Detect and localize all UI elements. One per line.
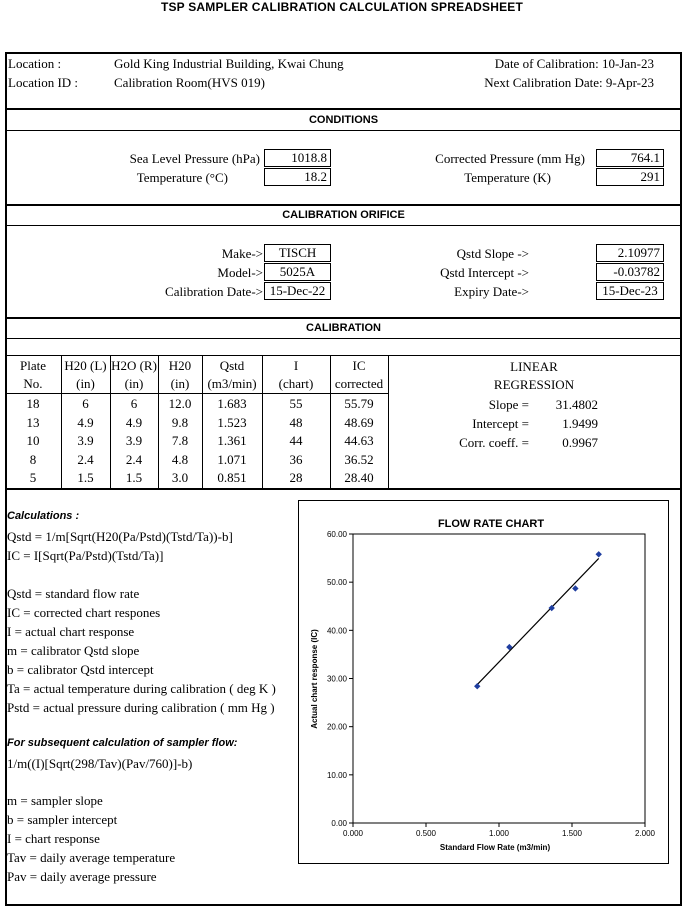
x-tick-label: 1.500 <box>561 829 583 838</box>
calibration-date-value: 15-Dec-22 <box>264 282 331 300</box>
table-cell: 28 <box>289 470 303 485</box>
table-cell: 3.9 <box>125 433 143 448</box>
calculation-line: Ta = actual temperature during calibration ( deg K ) <box>7 681 276 696</box>
qstd-slope-value: 2.10977 <box>596 244 664 262</box>
x-tick-label: 0.500 <box>415 829 437 838</box>
y-tick-label: 0.00 <box>331 819 347 828</box>
table-cell: 6 <box>82 396 89 411</box>
data-point <box>572 585 578 591</box>
temp-c-value: 18.2 <box>264 168 331 186</box>
subsequent-heading: For subsequent calculation of sampler flow: <box>7 737 238 749</box>
divider <box>5 130 682 131</box>
definition-line: I = chart response <box>7 831 100 846</box>
qstd-slope-label: Qstd Slope -> <box>456 246 529 261</box>
definition-line: m = sampler slope <box>7 793 103 808</box>
temp-k-value: 291 <box>596 168 664 186</box>
sampler-flow-formula: 1/m((I)[Sqrt(298/Tav)(Pav/760)]-b) <box>7 756 193 771</box>
expiry-date-label: Expiry Date-> <box>454 284 529 299</box>
calculations-heading: Calculations : <box>7 510 80 522</box>
y-tick-label: 20.00 <box>326 722 347 732</box>
table-cell: 48 <box>289 414 303 430</box>
model-label: Model-> <box>217 265 263 280</box>
x-axis-label: Standard Flow Rate (m3/min) <box>439 843 551 852</box>
x-tick-label: 1.000 <box>488 829 510 838</box>
table-cell: 28.40 <box>344 470 374 485</box>
divider <box>5 488 682 490</box>
column-header: Qstd <box>219 358 245 373</box>
calculation-line: b = calibrator Qstd intercept <box>7 662 154 677</box>
correlation-value: 0.9967 <box>562 435 598 450</box>
table-cell: 8 <box>29 451 37 467</box>
y-tick-label: 50.00 <box>326 578 347 588</box>
table-cell: 7.8 <box>171 433 189 448</box>
table-cell: 4.8 <box>171 451 189 467</box>
temp-k-label: Temperature (K) <box>464 170 551 185</box>
x-tick-label: 0.000 <box>342 829 364 838</box>
expiry-date-value: 15-Dec-23 <box>596 282 664 300</box>
table-cell: 55.79 <box>344 396 374 411</box>
table-cell: 1.5 <box>77 470 94 485</box>
calculation-line: IC = I[Sqrt(Pa/Pstd)(Tstd/Ta)] <box>7 548 164 563</box>
column-header: (chart) <box>278 376 314 391</box>
y-axis-label: Actual chart response (IC) <box>310 629 319 729</box>
column-header: H20 <box>168 358 192 373</box>
chart-title: FLOW RATE CHART <box>437 518 545 530</box>
calculation-line: Qstd = 1/m[Sqrt(H20(Pa/Pstd)(Tstd/Ta))-b] <box>7 529 233 544</box>
orifice-heading: CALIBRATION ORIFICE <box>282 209 405 221</box>
table-cell: 1.683 <box>217 396 247 411</box>
intercept-value: 1.9499 <box>562 416 598 431</box>
data-point <box>474 683 480 689</box>
location-label: Location : <box>8 56 62 71</box>
table-cell: 5 <box>29 470 37 485</box>
column-header: corrected <box>334 376 384 391</box>
qstd-intercept-label: Qstd Intercept -> <box>440 265 529 280</box>
definition-line: Pav = daily average pressure <box>7 869 157 884</box>
qstd-intercept-value: -0.03782 <box>596 263 664 281</box>
calculation-line: m = calibrator Qstd slope <box>7 643 140 658</box>
y-tick-label: 10.00 <box>326 770 347 780</box>
trend-line <box>477 558 598 684</box>
x-tick-label: 2.000 <box>634 829 656 838</box>
column-header: No. <box>23 376 43 391</box>
column-header: (in) <box>124 376 144 391</box>
column-header: IC <box>352 358 366 373</box>
column-header: Plate <box>20 358 46 373</box>
table-cell: 2.4 <box>77 451 94 467</box>
table-cell: 18 <box>26 396 40 411</box>
table-cell: 12.0 <box>168 396 192 411</box>
table-cell: 10 <box>26 433 40 448</box>
divider <box>5 338 682 339</box>
table-cell: 1.361 <box>217 433 247 448</box>
model-value: 5025A <box>264 263 331 281</box>
divider <box>5 317 682 319</box>
calculation-line: I = actual chart response <box>7 624 135 639</box>
divider <box>5 108 682 110</box>
make-value: TISCH <box>264 244 331 262</box>
table-cell: 1.5 <box>125 470 143 485</box>
calibration-heading: CALIBRATION <box>306 322 381 334</box>
definition-line: Tav = daily average temperature <box>7 850 176 865</box>
calibration-date: Date of Calibration: 10-Jan-23 <box>494 56 654 71</box>
table-cell: 36 <box>289 451 303 467</box>
y-tick-label: 60.00 <box>326 530 347 539</box>
slope-label: Slope = <box>488 397 529 412</box>
column-header: (in) <box>170 376 190 391</box>
regression-heading-2: REGRESSION <box>493 377 575 392</box>
sea-level-label: Sea Level Pressure (hPa) <box>129 151 260 166</box>
column-header: H20 (L) <box>64 358 107 373</box>
correlation-label: Corr. coeff. = <box>459 435 529 450</box>
table-cell: 1.523 <box>217 414 247 430</box>
y-tick-label: 40.00 <box>326 626 347 636</box>
page-title: TSP SAMPLER CALIBRATION CALCULATION SPREADSHEET <box>160 0 524 14</box>
calculation-line: Qstd = standard flow rate <box>7 586 140 601</box>
location-id-value: Calibration Room(HVS 019) <box>114 75 265 90</box>
corrected-pressure-value: 764.1 <box>596 149 664 167</box>
calculation-line: IC = corrected chart respones <box>7 605 161 620</box>
next-calibration-date: Next Calibration Date: 9-Apr-23 <box>484 75 654 90</box>
divider <box>5 225 682 226</box>
column-header: H2O (R) <box>111 358 157 373</box>
calculation-line: Pstd = actual pressure during calibration ( mm Hg ) <box>7 700 275 715</box>
table-cell: 36.52 <box>344 451 374 467</box>
table-cell: 4.9 <box>125 414 143 430</box>
calibration-date-label: Calibration Date-> <box>165 284 263 299</box>
column-header: (in) <box>76 376 95 391</box>
location-id-label: Location ID : <box>8 75 79 90</box>
chart-svg <box>299 501 668 863</box>
intercept-label: Intercept = <box>472 416 529 431</box>
flow-rate-chart <box>298 500 669 864</box>
corrected-pressure-label: Corrected Pressure (mm Hg) <box>435 151 585 166</box>
table-cell: 2.4 <box>125 451 143 467</box>
regression-heading-1: LINEAR <box>510 359 558 374</box>
sea-level-value: 1018.8 <box>264 149 331 167</box>
table-cell: 3.9 <box>77 433 94 448</box>
table-cell: 3.0 <box>171 470 189 485</box>
divider <box>5 355 682 356</box>
table-cell: 55 <box>289 396 303 411</box>
table-cell: 13 <box>26 414 40 430</box>
table-cell: 48.69 <box>344 414 374 430</box>
table-cell: 4.9 <box>77 414 94 430</box>
conditions-heading: CONDITIONS <box>308 114 379 126</box>
table-cell: 44.63 <box>344 433 374 448</box>
column-header: (m3/min) <box>207 376 257 391</box>
table-cell: 0.851 <box>217 470 247 485</box>
table-cell: 1.071 <box>217 451 247 467</box>
table-cell: 9.8 <box>171 414 189 430</box>
plot-area <box>353 534 645 823</box>
data-point <box>596 551 602 557</box>
slope-value: 31.4802 <box>555 397 598 412</box>
make-label: Make-> <box>221 246 263 261</box>
divider <box>5 204 682 206</box>
definition-line: b = sampler intercept <box>7 812 118 827</box>
location-value: Gold King Industrial Building, Kwai Chung <box>114 56 344 71</box>
y-tick-label: 30.00 <box>326 674 347 684</box>
table-cell: 6 <box>130 396 138 411</box>
temp-c-label: Temperature (°C) <box>136 170 228 185</box>
table-cell: 44 <box>289 433 303 448</box>
column-header: I <box>293 358 299 373</box>
